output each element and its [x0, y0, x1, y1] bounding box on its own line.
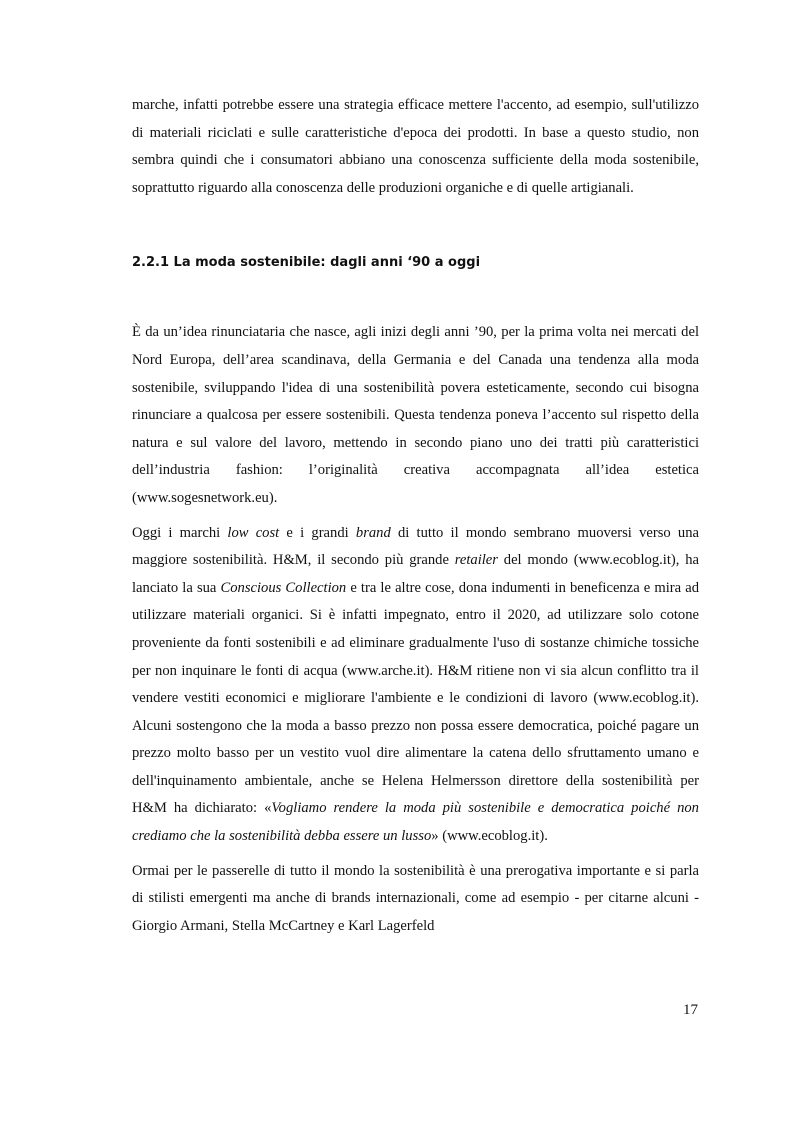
- text-run: e i grandi: [279, 524, 356, 541]
- italic-quote: Vogliamo rendere la moda più sostenibile e democratica poiché non crediamo che la sostenibilità debba essere un lusso: [132, 800, 699, 845]
- italic-term-retailer: retailer: [454, 552, 498, 569]
- section-heading: 2.2.1 La moda sostenibile: dagli anni ‘90 a oggi: [132, 255, 481, 271]
- paragraph-origins: È da un’idea rinunciataria che nasce, agli inizi degli anni ’90, per la prima volta nei mercati del Nord Europa, dell’area scandinava, della Germania e del Canada una tendenza alla moda sostenibile, sviluppando l'idea di una sostenibilità povera esteticamente, secondo cui bisogna rinunciare a qualcosa per essere sostenibili. Questa tendenza poneva l’accento sul rispetto della natura e sul valore del lavoro, mettendo in secondo piano uno dei tratti più caratteristici dell’industria fashion: l’originalità creativa accompagnata all’idea estetica (www.sogesnetwork.eu).: [132, 324, 699, 506]
- italic-term-conscious-collection: Conscious Collection: [220, 579, 347, 596]
- paragraph-low-cost-brands: [132, 520, 699, 851]
- text-run: » (www.ecoblog.it).: [431, 828, 548, 845]
- text-run: e tra le altre cose, dona indumenti in beneficenza e mira ad utilizzare materiali organici. Si è infatti impegnato, entro il 2020, ad utilizzare solo cotone proveniente da fonti sostenibili e ad eliminare gradualmente l'uso di sostanze chimiche tossiche per non inquinare le fonti di acqua (www.arche.it). H&M ritiene non vi sia alcun conflitto tra il vendere vestiti economici e migliorare l'ambiente e le condizioni di lavoro (www.ecoblog.it). Alcuni sostengono che la moda a basso prezzo non possa essere democratica, poiché pagare un prezzo molto basso per un vestito vuol dire alimentare la catena dello sfruttamento umano e dell'inquinamento ambientale, anche se Helena Helmersson direttore della sostenibilità per H&M ha dichiarato: «: [132, 579, 700, 817]
- page-number: 17: [683, 1002, 698, 1018]
- italic-term-low-cost: low cost: [227, 524, 280, 541]
- text-run: di tutto il mondo sembrano muoversi verso una maggiore sostenibilità. H&M, il secondo più grande: [132, 524, 699, 569]
- text-run: del mondo (www.ecoblog.it), ha lanciato la sua: [132, 552, 699, 596]
- text-run: Oggi i marchi: [132, 524, 228, 541]
- page-body: [132, 92, 699, 940]
- paragraph-runways: Ormai per le passerelle di tutto il mondo la sostenibilità è una prerogativa importante e si parla di stilisti emergenti ma anche di brands internazionali, come ad esempio - per citarne alcuni - Giorgio Armani, Stella McCartney e Karl Lagerfeld: [132, 862, 699, 934]
- italic-term-brand: brand: [355, 524, 391, 541]
- intro-paragraph: marche, infatti potrebbe essere una strategia efficace mettere l'accento, ad esempio, sull'utilizzo di materiali riciclati e sulle caratteristiche d'epoca dei prodotti. In base a questo studio, non sembra quindi che i consumatori abbiano una conoscenza sufficiente della moda sostenibile, soprattutto riguardo alla conoscenza delle produzioni organiche e di quelle artigianali.: [132, 97, 699, 196]
